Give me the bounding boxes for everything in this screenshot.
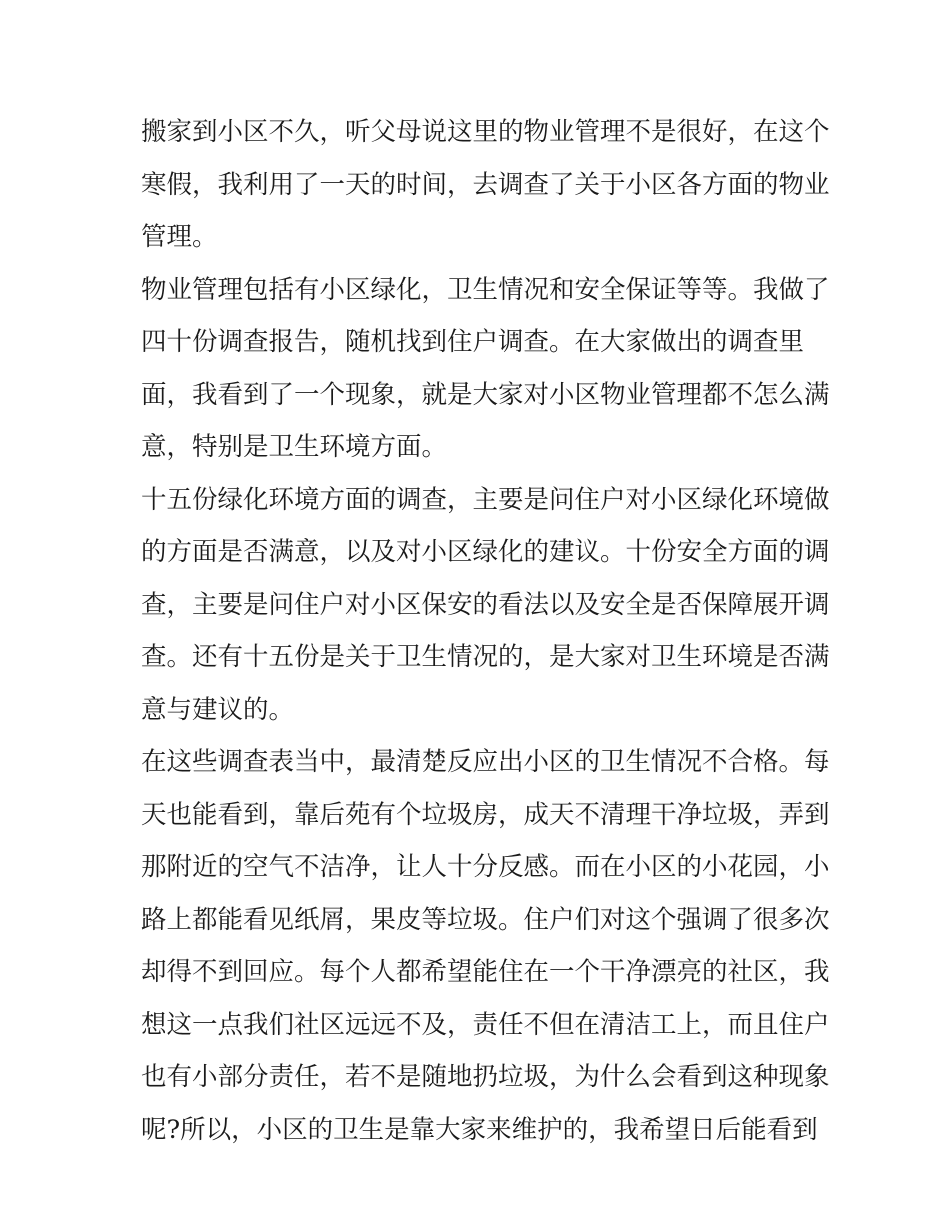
text-line: 那附近的空气不洁净，让人十分反感。而在小区的小花园，小 [141,852,830,882]
text-line: 寒假，我利用了一天的时间，去调查了关于小区各方面的物业 [141,169,830,200]
text-line: 路上都能看见纸屑，果皮等垃圾。住户们对这个强调了很多次 [141,904,830,935]
text-line: 意与建议的。 [141,694,295,725]
body-text [141,106,830,1156]
text-line: 查，主要是问住户对小区保安的看法以及安全是否保障展开调 [141,589,830,620]
text-line: 的方面是否满意，以及对小区绿化的建议。十份安全方面的调 [141,537,830,567]
text-line: 物业管理包括有小区绿化，卫生情况和安全保证等等。我做了 [141,274,830,305]
text-line: 意，特别是卫生环境方面。 [141,432,448,462]
text-line: 天也能看到，靠后苑有个垃圾房，成天不清理干净垃圾，弄到 [141,799,830,830]
text-line: 四十份调查报告，随机找到住户调查。在大家做出的调查里 [141,327,805,357]
text-line: 十五份绿化环境方面的调查，主要是问住户对小区绿化环境做 [141,484,830,515]
text-line: 面，我看到了一个现象，就是大家对小区物业管理都不怎么满 [141,379,830,410]
text-line: 呢?所以，小区的卫生是靠大家来维护的，我希望日后能看到 [141,1114,818,1145]
text-line: 却得不到回应。每个人都希望能住在一个干净漂亮的社区，我 [141,957,830,987]
text-line: 在这些调查表当中，最清楚反应出小区的卫生情况不合格。每 [141,747,830,777]
text-line: 也有小部分责任，若不是随地扔垃圾，为什么会看到这种现象 [141,1062,830,1092]
text-line: 管理。 [141,222,218,252]
text-line: 搬家到小区不久，听父母说这里的物业管理不是很好，在这个 [141,117,830,147]
text-line: 查。还有十五份是关于卫生情况的，是大家对卫生环境是否满 [141,642,830,672]
text-line: 想这一点我们社区远远不及，责任不但在清洁工上，而且住户 [141,1009,830,1040]
